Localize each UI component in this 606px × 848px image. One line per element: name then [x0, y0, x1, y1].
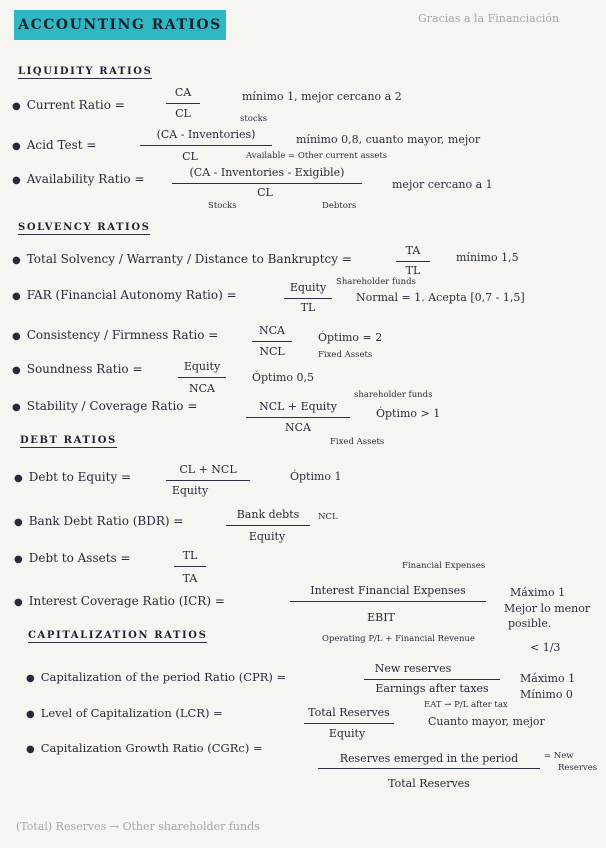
bullet-icon: ●: [14, 473, 23, 484]
fraction-bar: [166, 480, 250, 481]
availability-annot-left: Stocks: [208, 201, 237, 211]
bullet-icon: ●: [12, 402, 21, 413]
fraction-denominator: Equity: [328, 727, 366, 740]
bullet-icon: ●: [14, 597, 23, 608]
fraction-denominator: CL: [175, 107, 191, 120]
fraction-numerator: TA: [405, 244, 421, 257]
stability-annot-top: shareholder funds: [354, 390, 433, 400]
bullet-icon: ●: [12, 101, 21, 112]
cpr-annot: EAT → P/L after tax: [424, 700, 508, 710]
icr-note-4: < 1/3: [530, 641, 561, 654]
current-ratio-note: mínimo 1, mejor cercano a 2: [242, 90, 402, 103]
debt-to-assets-label: [14, 551, 131, 565]
label-text: Stability / Coverage Ratio =: [26, 399, 198, 413]
bullet-icon: ●: [12, 365, 21, 376]
total-solvency-note: mínimo 1,5: [456, 251, 519, 264]
page-title: ACCOUNTING RATIOS: [14, 10, 226, 40]
fraction-bar: [174, 566, 206, 567]
liquidity-heading: LIQUIDITY RATIOS: [18, 66, 153, 77]
label-text: Current Ratio =: [26, 98, 125, 112]
label-text: Acid Test =: [26, 138, 97, 152]
stability-label: [12, 399, 197, 413]
fraction-denominator: EBIT: [367, 611, 395, 624]
cgrc-label: [26, 741, 263, 755]
bullet-icon: ●: [12, 255, 21, 266]
cpr-note-2: Mínimo 0: [520, 688, 573, 701]
current-ratio-label: [12, 98, 125, 112]
fraction-numerator: CA: [174, 86, 192, 99]
acid-annot-top: stocks: [240, 114, 268, 124]
fraction-numerator: (CA - Inventories): [156, 128, 256, 141]
fraction-denominator: NCL: [259, 345, 285, 358]
fraction-bar: [284, 298, 332, 299]
fraction-bar: [290, 601, 486, 602]
fraction-denominator: NCA: [189, 382, 215, 395]
label-text: Availability Ratio =: [26, 172, 145, 186]
cpr-label: [26, 670, 286, 684]
fraction-denominator: Earnings after taxes: [375, 682, 489, 695]
label-text: Debt to Equity =: [28, 470, 132, 484]
far-label: [12, 288, 237, 302]
icr-annot-top: Financial Expenses: [402, 561, 486, 571]
fraction-denominator: TA: [182, 572, 198, 585]
consistency-note: Óptimo = 2: [318, 331, 383, 344]
bank-debt-ratio-label: [14, 514, 183, 528]
consistency-annot: Fixed Assets: [318, 350, 373, 360]
cpr-note-1: Máximo 1: [520, 672, 576, 685]
bullet-icon: ●: [26, 744, 35, 755]
fraction-bar: [172, 183, 362, 184]
debt-to-equity-note: Óptimo 1: [290, 470, 342, 483]
icr-note-3: posible.: [508, 617, 552, 630]
label-text: Total Solvency / Warranty / Distance to Bankruptcy =: [26, 252, 352, 266]
stability-note: Óptimo > 1: [376, 407, 441, 420]
far-annot: Shareholder funds: [336, 277, 416, 287]
soundness-note: Óptimo 0,5: [252, 371, 315, 384]
soundness-label: [12, 362, 143, 376]
total-solvency-label: [12, 252, 352, 266]
fraction-numerator: Bank debts: [236, 508, 300, 521]
fraction-denominator: Equity: [171, 484, 209, 497]
cgrc-annot-2: Reserves: [558, 763, 598, 773]
label-text: Capitalization Growth Ratio (CGRc) =: [40, 741, 263, 755]
fraction-numerator: Interest Financial Expenses: [310, 584, 466, 597]
fraction-numerator: NCA: [259, 324, 285, 337]
label-text: FAR (Financial Autonomy Ratio) =: [26, 288, 237, 302]
bullet-icon: ●: [14, 517, 23, 528]
availability-annot-right: Debtors: [322, 201, 357, 211]
far-note: Normal = 1. Acepta [0,7 - 1,5]: [356, 291, 525, 304]
icr-annot-bottom: Operating P/L + Financial Revenue: [322, 634, 475, 644]
fraction-denominator: CL: [182, 150, 198, 163]
acid-annot-bottom: Available = Other current assets: [246, 151, 388, 161]
fraction-denominator: Equity: [248, 530, 286, 543]
acid-test-label: [12, 138, 96, 152]
lcr-label: [26, 706, 223, 720]
fraction-numerator: Equity: [183, 360, 221, 373]
fraction-bar: [396, 261, 430, 262]
fraction-denominator: NCA: [285, 421, 311, 434]
fraction-bar: [166, 103, 200, 104]
capitalization-heading: CAPITALIZATION RATIOS: [28, 630, 208, 641]
bullet-icon: ●: [12, 331, 21, 342]
fraction-numerator: CL + NCL: [179, 463, 237, 476]
fraction-numerator: TL: [182, 549, 198, 562]
fraction-bar: [246, 417, 350, 418]
label-text: Consistency / Firmness Ratio =: [26, 328, 219, 342]
icr-label: [14, 594, 225, 608]
fraction-bar: [226, 525, 310, 526]
fraction-denominator: Total Reserves: [388, 777, 470, 790]
faint-bleed-text: Gracias a la Financiación: [418, 12, 560, 25]
label-text: Interest Coverage Ratio (ICR) =: [28, 594, 225, 608]
debt-heading: DEBT RATIOS: [20, 435, 117, 446]
fraction-denominator: TL: [405, 264, 421, 277]
icr-note-1: Máximo 1: [510, 586, 566, 599]
debt-to-equity-label: [14, 470, 131, 484]
bullet-icon: ●: [26, 709, 35, 720]
stability-annot-bottom: Fixed Assets: [330, 437, 385, 447]
fraction-denominator: CL: [257, 186, 273, 199]
bank-debt-annot: NCL: [318, 512, 338, 522]
consistency-label: [12, 328, 218, 342]
label-text: Capitalization of the period Ratio (CPR) =: [40, 670, 287, 684]
solvency-heading: SOLVENCY RATIOS: [18, 222, 151, 233]
footer-note: (Total) Reserves → Other shareholder funds: [16, 820, 260, 833]
fraction-numerator: NCL + Equity: [259, 400, 337, 413]
cgrc-annot-1: = New: [544, 751, 574, 761]
fraction-numerator: Total Reserves: [308, 706, 390, 719]
fraction-numerator: Reserves emerged in the period: [339, 752, 519, 765]
fraction-denominator: TL: [300, 301, 316, 314]
fraction-numerator: Equity: [289, 281, 327, 294]
label-text: Soundness Ratio =: [26, 362, 143, 376]
fraction-bar: [140, 145, 272, 146]
lcr-note: Cuanto mayor, mejor: [428, 715, 545, 728]
bullet-icon: ●: [12, 291, 21, 302]
availability-note: mejor cercano a 1: [392, 178, 493, 191]
icr-note-2: Mejor lo menor: [504, 602, 591, 615]
fraction-numerator: New reserves: [374, 662, 452, 675]
fraction-bar: [364, 679, 500, 680]
bullet-icon: ●: [26, 673, 35, 684]
label-text: Debt to Assets =: [28, 551, 131, 565]
fraction-bar: [252, 341, 292, 342]
label-text: Bank Debt Ratio (BDR) =: [28, 514, 184, 528]
fraction-bar: [318, 768, 540, 769]
bullet-icon: ●: [12, 141, 21, 152]
fraction-bar: [178, 377, 226, 378]
bullet-icon: ●: [14, 554, 23, 565]
fraction-numerator: (CA - Inventories - Exigible): [189, 166, 345, 179]
acid-test-note: mínimo 0,8, cuanto mayor, mejor: [296, 133, 481, 146]
availability-ratio-label: [12, 172, 145, 186]
bullet-icon: ●: [12, 175, 21, 186]
fraction-bar: [304, 723, 394, 724]
label-text: Level of Capitalization (LCR) =: [40, 706, 223, 720]
